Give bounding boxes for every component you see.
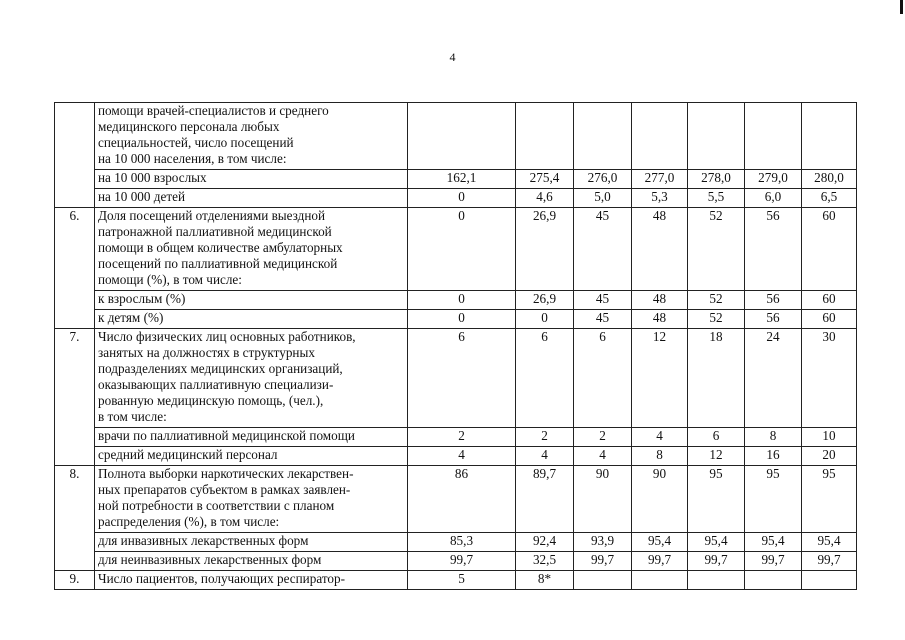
value-cell: 60: [802, 208, 857, 291]
description-line: медицинского персонала любых: [98, 119, 280, 134]
value-cell: 10: [802, 428, 857, 447]
value-cell: [802, 103, 857, 170]
value-cell: 2: [516, 428, 574, 447]
subindicator-label: к взрослым (%): [95, 291, 408, 310]
table-row: [55, 208, 857, 291]
value-cell: [745, 571, 802, 590]
value-cell: 6,5: [802, 189, 857, 208]
value-cell: 56: [745, 208, 802, 291]
value-cell: 8: [745, 428, 802, 447]
value-cell: 86: [408, 466, 516, 533]
description-line: специальностей, число посещений: [98, 135, 294, 150]
value-cell: 5,0: [574, 189, 632, 208]
description-line: в том числе:: [98, 409, 167, 424]
value-cell: 18: [688, 329, 745, 428]
value-cell: 278,0: [688, 170, 745, 189]
value-cell: 6: [516, 329, 574, 428]
value-cell: 95,4: [745, 533, 802, 552]
description-line: помощи (%), в том числе:: [98, 272, 242, 287]
table-subrow: [55, 170, 857, 189]
value-cell: 6: [574, 329, 632, 428]
description-line: Число физических лиц основных работников,: [98, 329, 356, 344]
table-row: [55, 329, 857, 428]
value-cell: 0: [408, 208, 516, 291]
value-cell: 0: [408, 310, 516, 329]
value-cell: 95,4: [688, 533, 745, 552]
value-cell: 95,4: [802, 533, 857, 552]
indicator-description: [95, 466, 408, 533]
subindicator-label: врачи по паллиативной медицинской помощи: [95, 428, 408, 447]
value-cell: 99,7: [574, 552, 632, 571]
value-cell: 276,0: [574, 170, 632, 189]
value-cell: 8*: [516, 571, 574, 590]
value-cell: 90: [574, 466, 632, 533]
table-subrow: [55, 310, 857, 329]
description-line: помощи в общем количестве амбулаторных: [98, 240, 343, 255]
value-cell: 99,7: [688, 552, 745, 571]
value-cell: 26,9: [516, 208, 574, 291]
subindicator-label: средний медицинский персонал: [95, 447, 408, 466]
description-line: патронажной паллиативной медицинской: [98, 224, 332, 239]
description-line: посещений по паллиативной медицинской: [98, 256, 338, 271]
value-cell: 52: [688, 291, 745, 310]
table-row: [55, 103, 857, 170]
row-number: 6.: [55, 208, 95, 329]
description-line: распределения (%), в том числе:: [98, 514, 280, 529]
description-line: ных препаратов субъектом в рамках заявлен-: [98, 482, 351, 497]
value-cell: 2: [408, 428, 516, 447]
description-line: помощи врачей-специалистов и среднего: [98, 103, 329, 118]
row-number: 8.: [55, 466, 95, 571]
value-cell: 99,7: [745, 552, 802, 571]
value-cell: 5,3: [632, 189, 688, 208]
value-cell: 56: [745, 291, 802, 310]
description-line: Полнота выборки наркотических лекарствен-: [98, 466, 354, 481]
value-cell: [632, 571, 688, 590]
row-number: 7.: [55, 329, 95, 466]
value-cell: 92,4: [516, 533, 574, 552]
value-cell: 277,0: [632, 170, 688, 189]
table-subrow: [55, 533, 857, 552]
value-cell: [688, 571, 745, 590]
value-cell: 48: [632, 208, 688, 291]
table-subrow: [55, 447, 857, 466]
value-cell: 0: [516, 310, 574, 329]
subindicator-label: на 10 000 детей: [95, 189, 408, 208]
description-line: подразделениях медицинских организаций,: [98, 361, 343, 376]
value-cell: 162,1: [408, 170, 516, 189]
value-cell: [574, 571, 632, 590]
description-line: на 10 000 населения, в том числе:: [98, 151, 287, 166]
value-cell: 30: [802, 329, 857, 428]
row-number: [55, 103, 95, 208]
table-subrow: [55, 189, 857, 208]
value-cell: 6,0: [745, 189, 802, 208]
subindicator-label: для инвазивных лекарственных форм: [95, 533, 408, 552]
description-line: занятых на должностях в структурных: [98, 345, 315, 360]
description-line: Доля посещений отделениями выездной: [98, 208, 326, 223]
value-cell: 90: [632, 466, 688, 533]
value-cell: 6: [408, 329, 516, 428]
description-line: ной потребности в соответствии с планом: [98, 498, 335, 513]
value-cell: 93,9: [574, 533, 632, 552]
value-cell: 16: [745, 447, 802, 466]
value-cell: 85,3: [408, 533, 516, 552]
description-line: Число пациентов, получающих респиратор-: [98, 571, 346, 586]
value-cell: 12: [632, 329, 688, 428]
value-cell: [632, 103, 688, 170]
value-cell: 0: [408, 189, 516, 208]
value-cell: 99,7: [408, 552, 516, 571]
value-cell: 95: [745, 466, 802, 533]
value-cell: 4: [632, 428, 688, 447]
description-line: рованную медицинскую помощь, (чел.),: [98, 393, 324, 408]
value-cell: [802, 571, 857, 590]
value-cell: 60: [802, 291, 857, 310]
value-cell: 20: [802, 447, 857, 466]
value-cell: 4: [516, 447, 574, 466]
value-cell: 89,7: [516, 466, 574, 533]
value-cell: [516, 103, 574, 170]
value-cell: 45: [574, 291, 632, 310]
value-cell: 32,5: [516, 552, 574, 571]
value-cell: 4: [408, 447, 516, 466]
page-edge-mark: [900, 0, 903, 14]
value-cell: 12: [688, 447, 745, 466]
indicator-description: [95, 571, 408, 590]
value-cell: 4: [574, 447, 632, 466]
value-cell: [574, 103, 632, 170]
value-cell: [408, 103, 516, 170]
indicator-description: [95, 103, 408, 170]
row-number: 9.: [55, 571, 95, 590]
value-cell: 6: [688, 428, 745, 447]
value-cell: 56: [745, 310, 802, 329]
indicator-table: [54, 102, 857, 590]
value-cell: 95: [802, 466, 857, 533]
value-cell: 48: [632, 310, 688, 329]
value-cell: 45: [574, 310, 632, 329]
value-cell: [745, 103, 802, 170]
value-cell: 2: [574, 428, 632, 447]
indicator-description: [95, 208, 408, 291]
subindicator-label: для неинвазивных лекарственных форм: [95, 552, 408, 571]
table-subrow: [55, 291, 857, 310]
value-cell: 99,7: [632, 552, 688, 571]
value-cell: 275,4: [516, 170, 574, 189]
value-cell: 60: [802, 310, 857, 329]
value-cell: [688, 103, 745, 170]
value-cell: 48: [632, 291, 688, 310]
page-number: 4: [449, 50, 456, 64]
table-subrow: [55, 552, 857, 571]
table-row: [55, 466, 857, 533]
value-cell: 5: [408, 571, 516, 590]
value-cell: 99,7: [802, 552, 857, 571]
value-cell: 4,6: [516, 189, 574, 208]
value-cell: 280,0: [802, 170, 857, 189]
table-subrow: [55, 428, 857, 447]
value-cell: 0: [408, 291, 516, 310]
subindicator-label: на 10 000 взрослых: [95, 170, 408, 189]
table-row: [55, 571, 857, 590]
value-cell: 45: [574, 208, 632, 291]
value-cell: 95,4: [632, 533, 688, 552]
value-cell: 95: [688, 466, 745, 533]
value-cell: 52: [688, 310, 745, 329]
value-cell: 279,0: [745, 170, 802, 189]
indicator-description: [95, 329, 408, 428]
value-cell: 8: [632, 447, 688, 466]
value-cell: 52: [688, 208, 745, 291]
description-line: оказывающих паллиативную специализи-: [98, 377, 334, 392]
value-cell: 24: [745, 329, 802, 428]
value-cell: 26,9: [516, 291, 574, 310]
subindicator-label: к детям (%): [95, 310, 408, 329]
value-cell: 5,5: [688, 189, 745, 208]
